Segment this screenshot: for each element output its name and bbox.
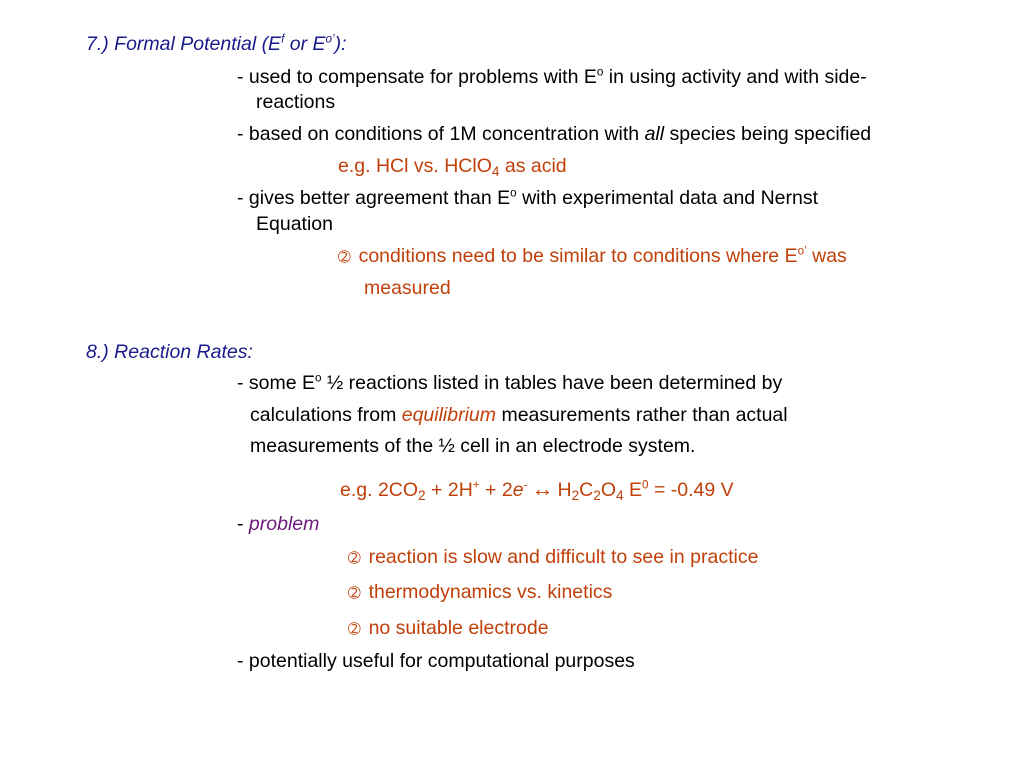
text: + 2H — [425, 479, 473, 501]
bullet-agreement-cont: Equation — [256, 213, 333, 235]
subscript: 2 — [571, 488, 580, 504]
text: - gives better agreement than E — [237, 187, 511, 209]
note-conditions-cont: measured — [364, 277, 451, 299]
text: calculations from — [250, 404, 402, 426]
text: - some E — [237, 372, 316, 394]
text: as acid — [499, 155, 567, 177]
superscript: o’ — [797, 244, 807, 258]
text: conditions need to be similar to conditions where E — [358, 245, 798, 267]
superscript: o — [596, 65, 604, 79]
bullet-some-reactions-l3: measurements of the ½ cell in an electrode system. — [250, 435, 696, 457]
bullet-agreement — [237, 186, 818, 210]
text: + 2 — [479, 479, 513, 501]
bullet-some-reactions-l2 — [250, 403, 788, 427]
superscript: + — [472, 478, 480, 492]
bullet-compensate — [237, 65, 867, 89]
superscript: f — [281, 32, 285, 46]
problem-item — [348, 616, 549, 642]
text: - — [237, 513, 249, 535]
example-acid — [338, 154, 567, 178]
circled-two-bullet-icon: ➁ — [348, 585, 361, 602]
bullet-computational: - potentially useful for computational purposes — [237, 650, 635, 672]
superscript: - — [523, 478, 528, 492]
bullet-compensate-cont: reactions — [256, 91, 336, 113]
problem-item — [348, 545, 758, 571]
example-reaction — [340, 477, 734, 502]
text: in using activity and with side- — [603, 66, 867, 88]
subscript: 2 — [593, 488, 601, 504]
superscript: 0 — [642, 478, 649, 492]
subscript: 4 — [616, 488, 624, 504]
superscript: o’ — [325, 32, 335, 46]
section-8-heading: 8.) Reaction Rates: — [86, 341, 253, 363]
problem-item — [348, 580, 612, 606]
text: H — [557, 479, 572, 501]
text: e.g. HCl vs. HClO — [338, 155, 492, 177]
circled-two-bullet-icon: ➁ — [348, 621, 361, 638]
equilibrium-arrow-icon: ↔ — [531, 476, 554, 501]
text: no suitable electrode — [368, 617, 549, 639]
note-conditions — [338, 244, 847, 270]
text: e.g. 2CO — [340, 479, 419, 501]
text: species being specified — [664, 123, 872, 145]
text: O — [600, 479, 617, 501]
text: E — [623, 479, 643, 501]
emphasis-problem: problem — [248, 513, 320, 535]
emphasis-all: all — [644, 123, 665, 145]
problem-label — [237, 512, 319, 536]
subscript: 4 — [491, 164, 500, 180]
text: reaction is slow and difficult to see in practice — [368, 546, 759, 568]
superscript: o — [315, 371, 322, 385]
text: thermodynamics vs. kinetics — [368, 581, 613, 603]
text: was — [806, 245, 847, 267]
section-7-heading — [86, 32, 347, 56]
text: - based on conditions of 1M concentration with — [237, 123, 645, 145]
text: - used to compensate for problems with E — [237, 66, 597, 88]
text: = -0.49 V — [648, 479, 734, 501]
subscript: 2 — [418, 488, 426, 504]
heading-text: 7.) Formal Potential (E — [86, 33, 282, 55]
text: measurements rather than actual — [496, 404, 788, 426]
bullet-conditions — [237, 122, 871, 146]
electron-symbol: e — [512, 479, 524, 501]
text: ½ reactions listed in tables have been determined by — [321, 372, 783, 394]
bullet-some-reactions — [237, 371, 782, 395]
text: C — [579, 479, 594, 501]
circled-two-bullet-icon: ➁ — [348, 550, 361, 567]
circled-two-bullet-icon: ➁ — [338, 249, 351, 266]
heading-text: ): — [334, 33, 347, 55]
emphasis-equilibrium: equilibrium — [401, 404, 497, 426]
superscript: o — [510, 186, 517, 200]
text: with experimental data and Nernst — [516, 187, 818, 209]
heading-text: or E — [284, 33, 326, 55]
